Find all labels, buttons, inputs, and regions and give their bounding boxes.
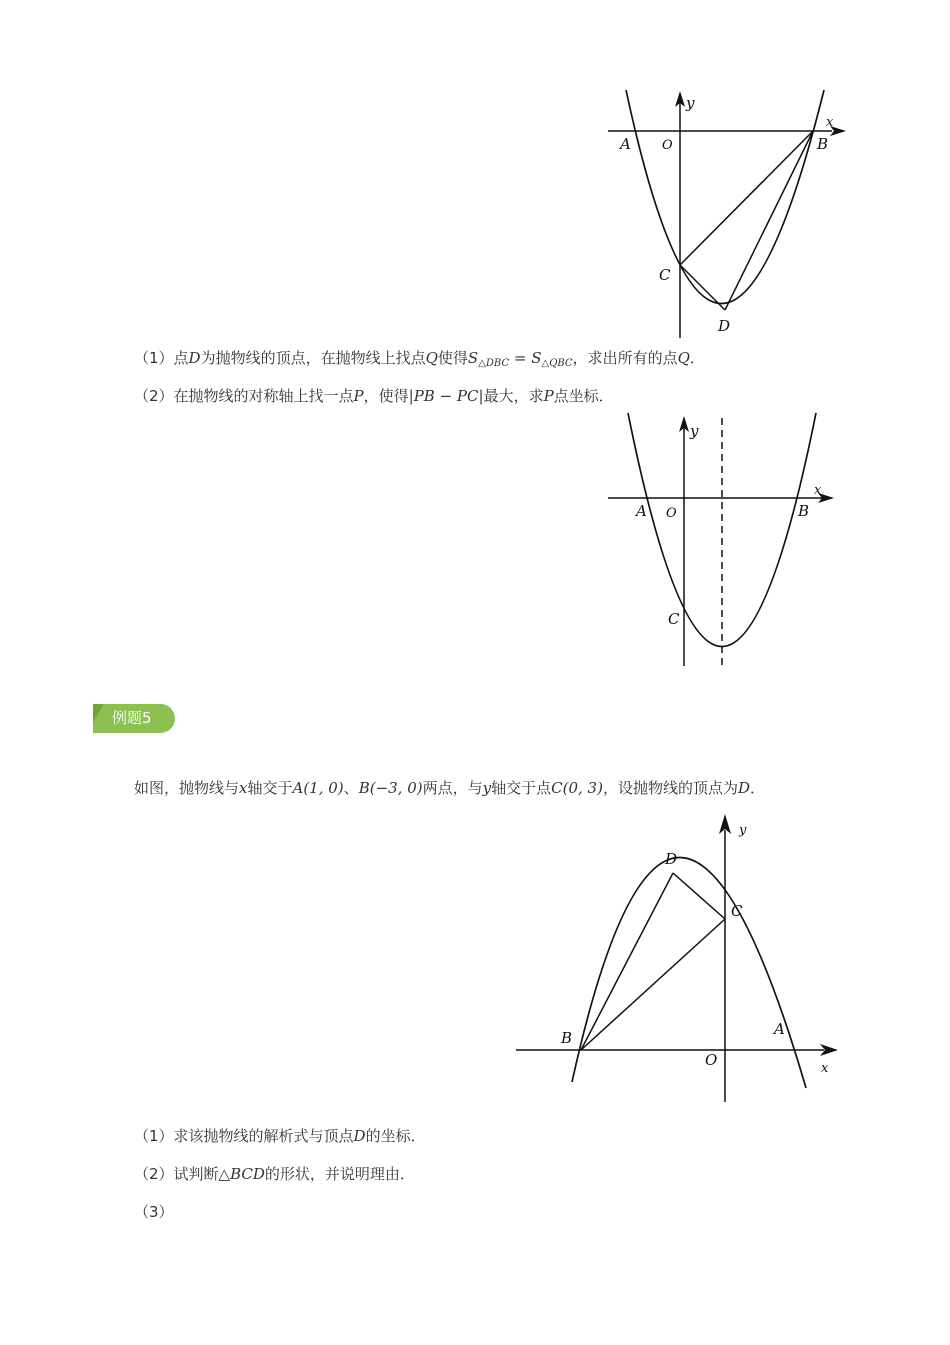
label-a: A: [774, 1020, 785, 1038]
figure-2: [600, 410, 850, 670]
label-c: C: [668, 610, 680, 628]
label-x: x: [826, 115, 834, 130]
parabola: [572, 857, 806, 1088]
label-x: x: [814, 483, 822, 498]
figure-3: [510, 810, 850, 1105]
label-d: D: [718, 317, 731, 335]
label-x: x: [821, 1061, 829, 1076]
label-o: O: [662, 138, 673, 153]
parabola: [626, 90, 824, 304]
question-2: （2）在抛物线的对称轴上找一点P，使得|PB − PC|最大，求P点坐标．: [134, 387, 614, 405]
part-2: （2）试判断△BCD的形状，并说明理由．: [134, 1165, 415, 1183]
label-o: O: [666, 506, 677, 521]
segment-bd: [581, 873, 673, 1050]
label-d: D: [665, 850, 678, 868]
example-intro: 如图，抛物线与x轴交于A(1, 0)、B(−3, 0)两点，与y轴交于点C(0, 3)，设抛物线的顶点为D．: [134, 779, 765, 797]
label-b: B: [798, 502, 810, 520]
segment-bc: [581, 919, 725, 1050]
example-tag: 例题5: [93, 704, 175, 733]
segment-cd: [680, 265, 725, 310]
label-y: y: [739, 823, 747, 838]
part-1: （1）求该抛物线的解析式与顶点D的坐标．: [134, 1127, 426, 1145]
part-3: （3）: [134, 1203, 174, 1221]
label-y: y: [690, 422, 699, 440]
label-c: C: [659, 266, 671, 284]
label-b: B: [817, 135, 829, 153]
figure-1: [600, 85, 850, 340]
segment-db: [725, 131, 813, 310]
label-y: y: [686, 94, 695, 112]
label-a: A: [636, 502, 647, 520]
label-a: A: [620, 135, 631, 153]
label-c: C: [731, 902, 743, 920]
label-b: B: [561, 1029, 573, 1047]
label-o: O: [705, 1051, 718, 1069]
question-1: （1）点D为抛物线的顶点，在抛物线上找点Q使得$S_{\triangle DBC} = S_{\triangle QBC}$，求出所有的点Q．: [134, 349, 705, 369]
